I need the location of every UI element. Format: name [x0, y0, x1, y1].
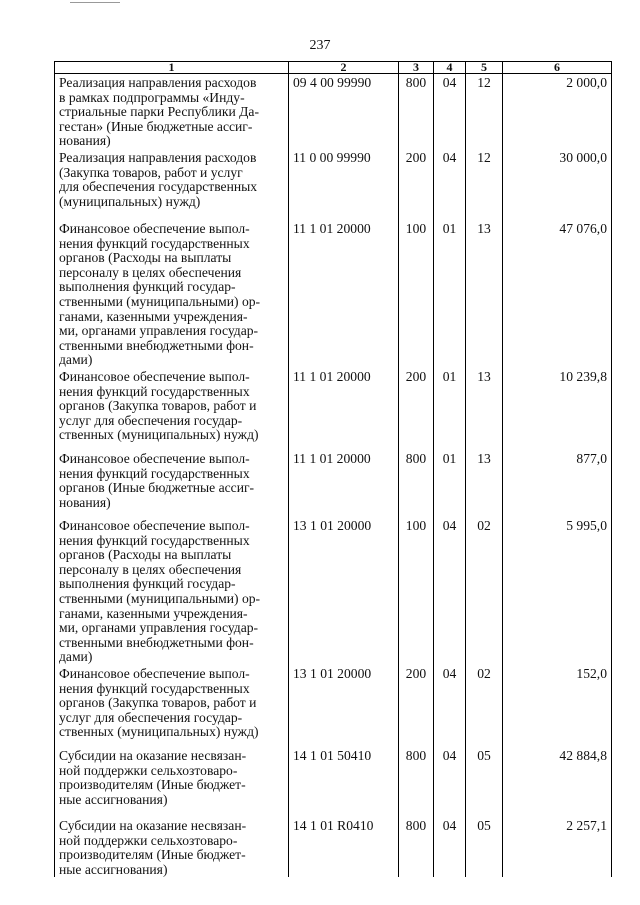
- table-row: [55, 665, 612, 747]
- row-description: Финансовое обеспечение выпол- нения функций государственных органов (Иные бюджетные ассиг- нования): [55, 450, 289, 517]
- row-col4: 04: [434, 149, 466, 220]
- row-code: 14 1 01 50410: [289, 747, 399, 817]
- row-col4: 04: [434, 517, 466, 665]
- row-col3: 800: [399, 74, 434, 149]
- row-col5: 05: [466, 747, 503, 817]
- row-code: 11 1 01 20000: [289, 220, 399, 368]
- row-code: 11 1 01 20000: [289, 450, 399, 517]
- row-description: Реализация направления расходов в рамках подпрограммы «Инду- стриальные парки Республики Да- гестан» (Иные бюджетные ассиг- нования): [55, 74, 289, 149]
- row-col5: 02: [466, 517, 503, 665]
- table-row: [55, 517, 612, 665]
- row-col3: 800: [399, 817, 434, 877]
- row-col5: 02: [466, 665, 503, 747]
- column-header: 5: [466, 62, 503, 74]
- row-amount: 877,0: [503, 450, 612, 517]
- row-description: Финансовое обеспечение выпол- нения функций государственных органов (Закупка товаров, работ и услуг для обеспечения государ- ственных (муниципальных) нужд): [55, 368, 289, 450]
- table-row: [55, 368, 612, 450]
- top-rule: [70, 2, 120, 3]
- row-amount: 5 995,0: [503, 517, 612, 665]
- column-header: 3: [399, 62, 434, 74]
- row-col5: 13: [466, 220, 503, 368]
- row-col5: 13: [466, 368, 503, 450]
- row-col4: 01: [434, 450, 466, 517]
- row-col3: 800: [399, 450, 434, 517]
- budget-table: [54, 61, 612, 877]
- row-code: 09 4 00 99990: [289, 74, 399, 149]
- row-col5: 05: [466, 817, 503, 877]
- row-amount: 2 257,1: [503, 817, 612, 877]
- row-col5: 12: [466, 149, 503, 220]
- row-col3: 200: [399, 149, 434, 220]
- table-header-row: [55, 62, 612, 74]
- row-col5: 13: [466, 450, 503, 517]
- row-code: 13 1 01 20000: [289, 665, 399, 747]
- row-col3: 100: [399, 220, 434, 368]
- row-col4: 04: [434, 817, 466, 877]
- row-col4: 01: [434, 220, 466, 368]
- row-description: Реализация направления расходов (Закупка товаров, работ и услуг для обеспечения государственных (муниципальных) нужд): [55, 149, 289, 220]
- row-col5: 12: [466, 74, 503, 149]
- row-description: Субсидии на оказание несвязан- ной поддержки сельхозтоваро- производителям (Иные бюджет- ные ассигнования): [55, 817, 289, 877]
- row-col4: 04: [434, 747, 466, 817]
- row-col3: 200: [399, 368, 434, 450]
- column-header: 4: [434, 62, 466, 74]
- column-header: 1: [55, 62, 289, 74]
- row-col4: 04: [434, 665, 466, 747]
- table-row: [55, 74, 612, 149]
- row-code: 13 1 01 20000: [289, 517, 399, 665]
- row-amount: 47 076,0: [503, 220, 612, 368]
- row-description: Финансовое обеспечение выпол- нения функций государственных органов (Расходы на выплаты персоналу в целях обеспечения выполнения функций государ- ственными (муниципальными) ор- ганами, казенными учреждения- ми, органами управления государ- ственными внебюджетными фон- дами): [55, 517, 289, 665]
- row-col4: 04: [434, 74, 466, 149]
- row-amount: 152,0: [503, 665, 612, 747]
- page-number: 237: [309, 38, 331, 53]
- table-row: [55, 747, 612, 817]
- column-header: 2: [289, 62, 399, 74]
- row-amount: 2 000,0: [503, 74, 612, 149]
- column-header: 6: [503, 62, 612, 74]
- row-code: 11 1 01 20000: [289, 368, 399, 450]
- row-col3: 200: [399, 665, 434, 747]
- row-code: 11 0 00 99990: [289, 149, 399, 220]
- row-col3: 800: [399, 747, 434, 817]
- table-row: [55, 450, 612, 517]
- row-description: Субсидии на оказание несвязан- ной поддержки сельхозтоваро- производителям (Иные бюджет- ные ассигнования): [55, 747, 289, 817]
- table-row: [55, 220, 612, 368]
- row-amount: 10 239,8: [503, 368, 612, 450]
- row-description: Финансовое обеспечение выпол- нения функций государственных органов (Закупка товаров, работ и услуг для обеспечения государ- ственных (муниципальных) нужд): [55, 665, 289, 747]
- row-amount: 30 000,0: [503, 149, 612, 220]
- table-row: [55, 817, 612, 877]
- table-row: [55, 149, 612, 220]
- row-col4: 01: [434, 368, 466, 450]
- row-description: Финансовое обеспечение выпол- нения функций государственных органов (Расходы на выплаты персоналу в целях обеспечения выполнения функций государ- ственными (муниципальными) ор- ганами, казенными учреждения- ми, органами управления государ- ственными внебюджетными фон- дами): [55, 220, 289, 368]
- row-col3: 100: [399, 517, 434, 665]
- row-code: 14 1 01 R0410: [289, 817, 399, 877]
- row-amount: 42 884,8: [503, 747, 612, 817]
